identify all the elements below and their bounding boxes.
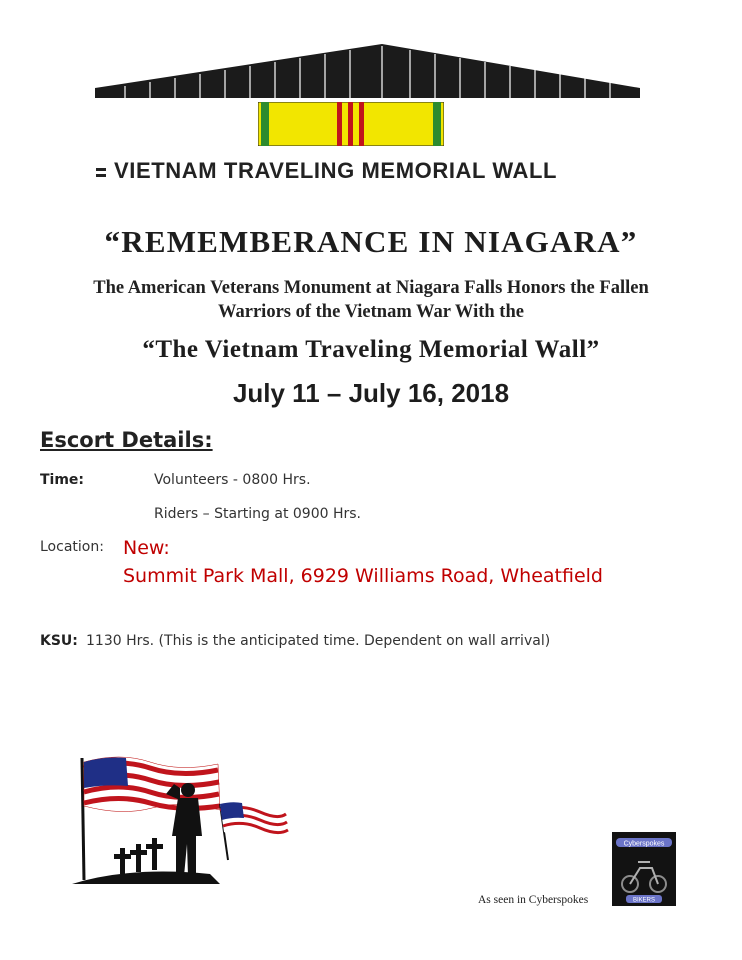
ksu-label: KSU: — [40, 633, 78, 649]
grave-crosses-icon — [114, 838, 163, 874]
memorial-wall-roof-icon — [95, 42, 640, 100]
subtitle-line-2: Warriors of the Vietnam War With the — [218, 302, 524, 322]
badge-top-text: Cyberspokes — [623, 840, 665, 848]
seen-in-caption: As seen in Cyberspokes — [478, 894, 589, 906]
logo-title — [96, 158, 656, 184]
us-flag-large-icon — [84, 757, 220, 812]
cyberspokes-badge-icon — [612, 832, 676, 906]
us-flag-small-icon — [220, 801, 288, 836]
badge-bottom-text: BIKERS — [632, 897, 656, 904]
subtitle — [0, 276, 742, 324]
logo-title-text: VIETNAM TRAVELING MEMORIAL WALL — [114, 158, 558, 183]
location-label: Location: — [40, 539, 104, 555]
logo-bars-icon — [96, 165, 106, 180]
saluting-soldier-flags-illustration — [70, 748, 300, 888]
page-title: “REMEMBERANCE IN NIAGARA” — [104, 224, 638, 259]
ksu-time: 1130 Hrs. (This is the anticipated time. Dependent on wall arrival) — [86, 633, 551, 649]
volunteers-time: Volunteers - 0800 Hrs. — [154, 472, 311, 488]
time-label: Time: — [40, 472, 85, 488]
subtitle-line-1: The American Veterans Monument at Niagara Falls Honors the Fallen — [93, 278, 649, 298]
vietnam-service-ribbon-icon — [258, 102, 444, 146]
wall-title: “The Vietnam Traveling Memorial Wall” — [142, 336, 600, 363]
riders-time: Riders – Starting at 0900 Hrs. — [154, 506, 361, 522]
escort-heading: Escort Details: — [40, 428, 213, 452]
new-location-label: New: — [123, 537, 170, 559]
location-address: Summit Park Mall, 6929 Williams Road, Wheatfield — [123, 565, 603, 587]
event-dates: July 11 – July 16, 2018 — [232, 378, 510, 408]
